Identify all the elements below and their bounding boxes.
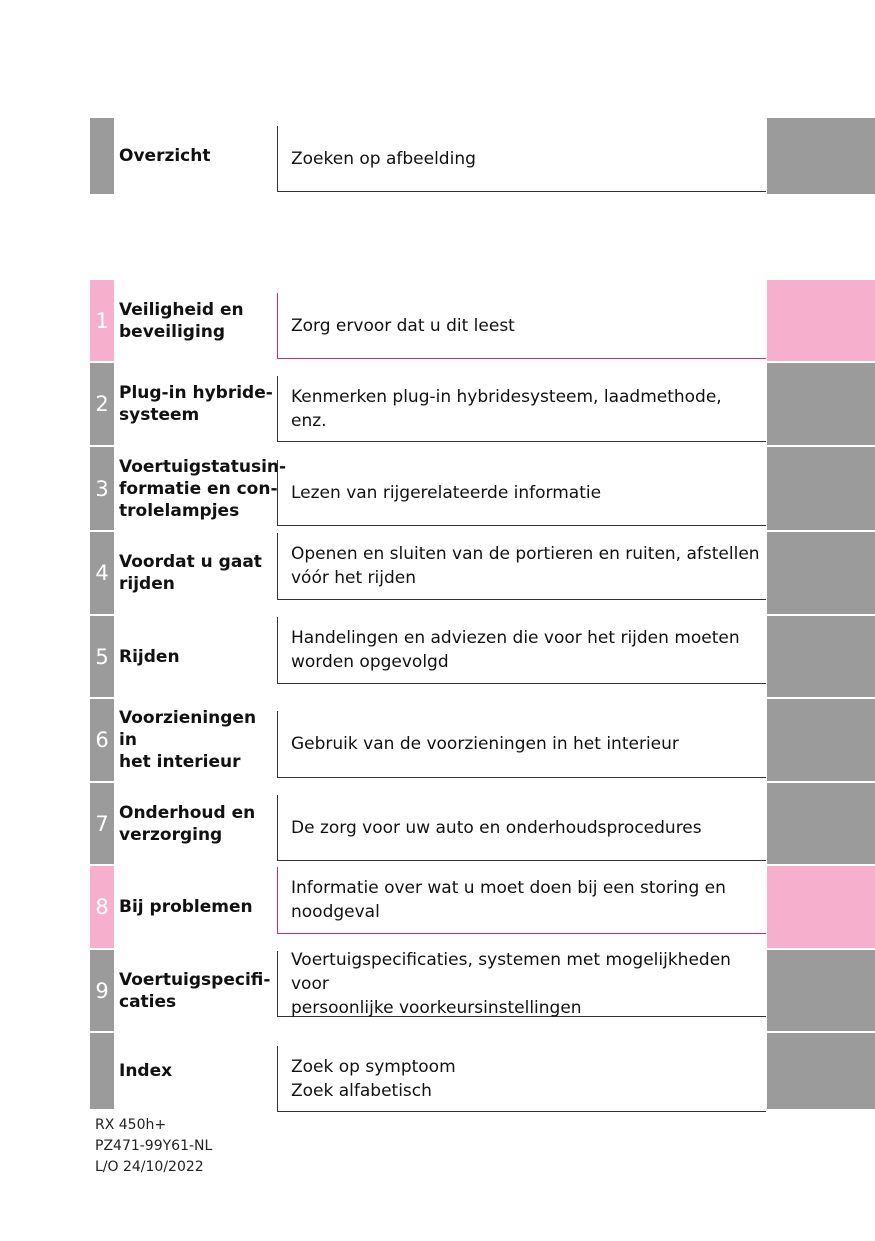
chapter-title: Voertuigstatusin- formatie en con- trolelampjes <box>119 456 287 521</box>
chapter-row-7[interactable] <box>0 783 875 864</box>
chapter-number: 3 <box>90 447 114 530</box>
chapter-description: Zorg ervoor dat u dit leest <box>277 293 766 359</box>
chapter-tab[interactable] <box>767 950 875 1031</box>
chapter-row-3[interactable] <box>0 447 875 530</box>
index-marker <box>90 1033 114 1109</box>
chapter-tab[interactable] <box>767 699 875 781</box>
chapter-number: 6 <box>90 699 114 781</box>
chapter-row-8[interactable] <box>0 866 875 948</box>
chapter-description: De zorg voor uw auto en onderhoudsprocedures <box>277 795 766 861</box>
overview-description: Zoeken op afbeelding <box>277 126 766 192</box>
chapter-number: 8 <box>90 866 114 948</box>
chapter-title: Rijden <box>119 646 180 667</box>
index-row[interactable] <box>0 1033 875 1109</box>
chapter-number: 5 <box>90 616 114 697</box>
chapter-tab[interactable] <box>767 616 875 697</box>
chapter-description: Openen en sluiten van de portieren en ruiten, afstellen vóór het rijden <box>277 533 766 600</box>
chapter-row-1[interactable] <box>0 280 875 361</box>
chapter-row-4[interactable] <box>0 532 875 614</box>
chapter-description: Lezen van rijgerelateerde informatie <box>277 460 766 526</box>
chapter-row-9[interactable] <box>0 950 875 1031</box>
index-description: Zoek op symptoom Zoek alfabetisch <box>277 1046 766 1112</box>
chapter-description: Gebruik van de voorzieningen in het interieur <box>277 711 766 778</box>
chapter-number: 2 <box>90 363 114 445</box>
overview-row[interactable] <box>0 118 875 194</box>
chapter-title: Veiligheid en beveiliging <box>119 299 244 342</box>
chapter-number: 9 <box>90 950 114 1031</box>
chapter-title: Plug-in hybride- systeem <box>119 383 273 425</box>
index-tab[interactable] <box>767 1033 875 1109</box>
chapter-tab[interactable] <box>767 363 875 445</box>
chapter-tab[interactable] <box>767 280 875 361</box>
chapter-tab[interactable] <box>767 532 875 614</box>
chapter-row-5[interactable] <box>0 616 875 697</box>
chapter-number: 1 <box>90 280 114 361</box>
overview-tab[interactable] <box>767 118 875 194</box>
chapter-title: Voordat u gaat rijden <box>119 552 262 594</box>
chapter-number: 4 <box>90 532 114 614</box>
chapter-title: Bij problemen <box>119 897 253 917</box>
overview-marker <box>90 118 114 194</box>
chapter-tab[interactable] <box>767 866 875 948</box>
chapter-description: Kenmerken plug-in hybridesysteem, laadmethode, enz. <box>277 376 766 442</box>
footer-model-info: RX 450h+ PZ471-99Y61-NL L/O 24/10/2022 <box>95 1117 213 1175</box>
index-title: Index <box>119 1061 173 1081</box>
chapter-tab[interactable] <box>767 783 875 864</box>
chapter-row-6[interactable] <box>0 699 875 781</box>
chapter-tab[interactable] <box>767 447 875 530</box>
overview-title: Overzicht <box>119 146 211 166</box>
chapter-description: Informatie over wat u moet doen bij een storing en noodgeval <box>277 867 766 934</box>
chapter-row-2[interactable] <box>0 363 875 445</box>
chapter-number: 7 <box>90 783 114 864</box>
chapter-title: Voorzieningen in het interieur <box>119 708 257 772</box>
chapter-description: Handelingen en adviezen die voor het rijden moeten worden opgevolgd <box>277 617 766 684</box>
chapter-description: Voertuigspecificaties, systemen met mogelijkheden voor persoonlijke voorkeursinstellingen <box>277 951 766 1017</box>
chapter-title: Voertuigspecifi- caties <box>119 969 271 1012</box>
chapter-title: Onderhoud en verzorging <box>119 802 256 845</box>
